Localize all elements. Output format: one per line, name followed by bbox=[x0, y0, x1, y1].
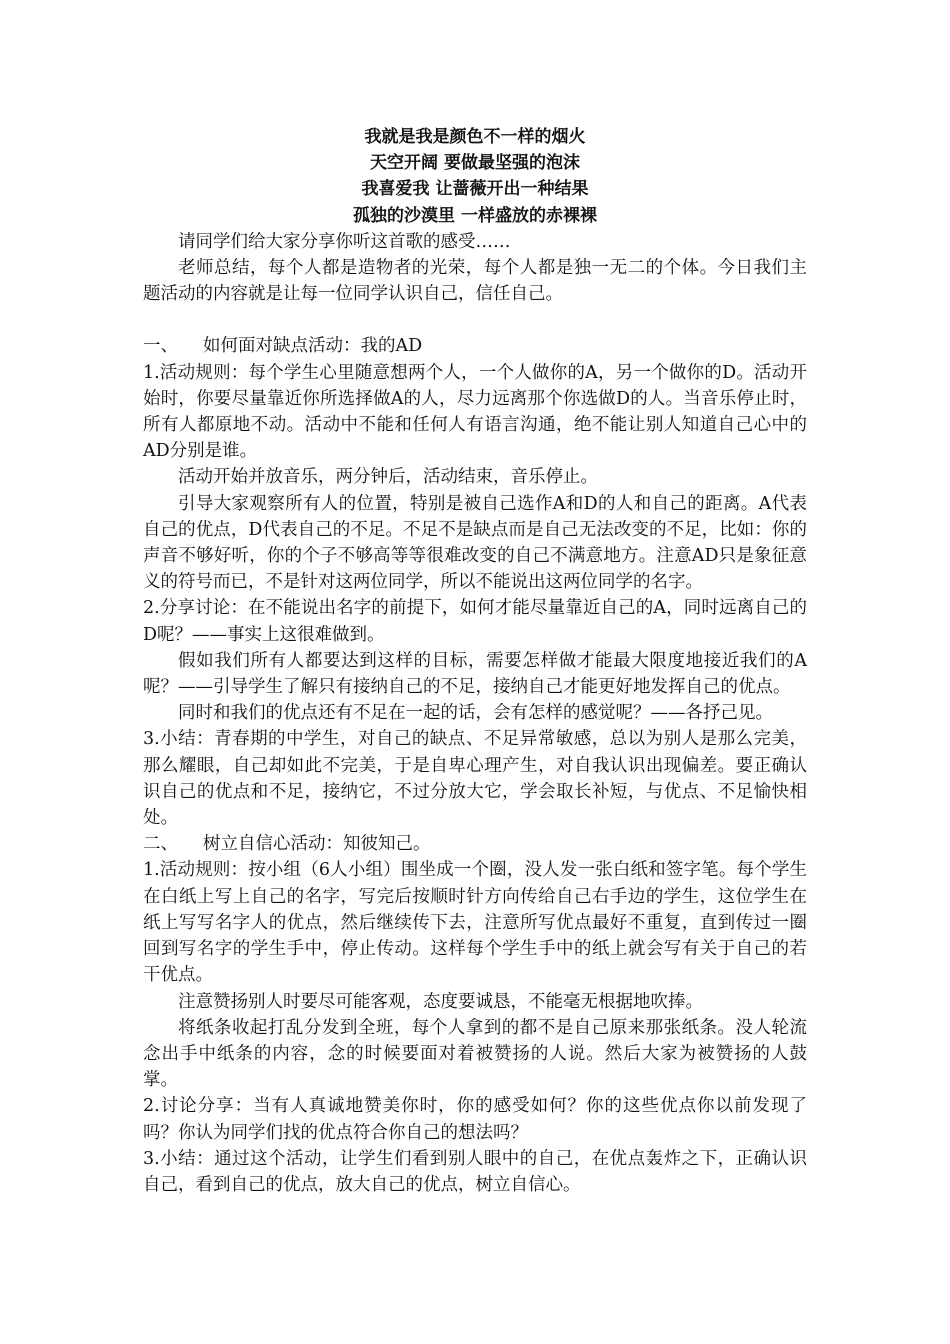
song-lyrics bbox=[143, 124, 807, 229]
section-1-guide: 引导大家观察所有人的位置，特别是被自己选作A和D的人和自己的距离。A代表自己的优点，D代表自己的不足。不足不是缺点而是自己无法改变的不足，比如：你的声音不够好听，你的个子不够高等等很难改变的自己不满意地方。注意AD只是象征意义的符号而已，不是针对这两位同学，所以不能说出这两位同学的名字。 bbox=[143, 493, 807, 593]
section-2-rules: 1.活动规则：按小组（6人小组）围坐成一个圈，没人发一张白纸和签字笔。每个学生在白纸上写上自己的名字，写完后按顺时针方向传给自己右手边的学生，这位学生在纸上写写名字人的优点，然后继续传下去，注意所写优点最好不重复，直到传过一圈回到写名字的学生手中，停止传动。这样每个学生手中的纸上就会写有关于自己的若干优点。 bbox=[143, 860, 807, 986]
section-2-title: 树立自信心活动：知彼知己。 bbox=[203, 834, 431, 855]
section-1-together: 同时和我们的优点还有不足在一起的话，会有怎样的感觉呢？——各抒己见。 bbox=[178, 703, 773, 724]
section-1-summary: 3.小结：青春期的中学生，对自己的缺点、不足异常敏感，总以为别人是那么完美，那么耀眼，自己却如此不完美，于是自卑心理产生，对自我认识出现偏差。要正确认识自己的优点和不足，接纳它，不过分放大它，学会取长补短，与优点、不足愉快相处。 bbox=[143, 729, 807, 829]
section-1-discussion: 2.分享讨论：在不能说出名字的前提下，如何才能尽量靠近自己的A，同时远离自己的D呢？——事实上这很难做到。 bbox=[143, 598, 807, 645]
lyric-line: 我喜爱我 让蔷薇开出一种结果 bbox=[361, 179, 589, 200]
section-2-summary: 3.小结：通过这个活动，让学生们看到别人眼中的自己，在优点轰炸之下，正确认识自己，看到自己的优点，放大自己的优点，树立自信心。 bbox=[143, 1148, 807, 1195]
section-1-rules: 1.活动规则：每个学生心里随意想两个人，一个人做你的A，另一个做你的D。活动开始时，你要尽量靠近你所选择做A的人，尽力远离那个你选做D的人。当音乐停止时，所有人都原地不动。活动中不能和任何人有语言沟通，绝不能让别人知道自己心中的AD分别是谁。 bbox=[143, 362, 807, 462]
lyric-line: 天空开阔 要做最坚强的泡沫 bbox=[370, 153, 580, 174]
section-1-heading bbox=[143, 333, 807, 359]
section-2-heading bbox=[143, 831, 807, 857]
section-1-start: 活动开始并放音乐，两分钟后，活动结束，音乐停止。 bbox=[178, 467, 598, 488]
section-2-note: 注意赞扬别人时要尽可能客观，态度要诚恳，不能毫无根据地吹捧。 bbox=[178, 991, 703, 1012]
intro-question: 请同学们给大家分享你听这首歌的感受…… bbox=[178, 231, 511, 252]
lyric-line: 孤独的沙漠里 一样盛放的赤裸裸 bbox=[353, 205, 597, 226]
section-2-collect: 将纸条收起打乱分发到全班，每个人拿到的都不是自己原来那张纸条。没人轮流念出手中纸条的内容，念的时候要面对着被赞扬的人说。然后大家为被赞扬的人鼓掌。 bbox=[143, 1017, 807, 1091]
section-1-title: 如何面对缺点活动：我的AD bbox=[203, 336, 423, 357]
document-page bbox=[143, 124, 807, 1198]
section-1-suppose: 假如我们所有人都要达到这样的目标，需要怎样做才能最大限度地接近我们的A呢？——引导学生了解只有接纳自己的不足，接纳自己才能更好地发挥自己的优点。 bbox=[143, 650, 807, 698]
teacher-summary: 老师总结，每个人都是造物者的光荣，每个人都是独一无二的个体。今日我们主题活动的内容就是让每一位同学认识自己，信任自己。 bbox=[143, 258, 807, 305]
section-1-number: 一、 bbox=[143, 336, 178, 357]
section-2-number: 二、 bbox=[143, 834, 178, 855]
blank-line bbox=[143, 307, 807, 333]
lyric-line: 我就是我是颜色不一样的烟火 bbox=[364, 127, 586, 147]
section-2-discussion: 2.讨论分享：当有人真诚地赞美你时，你的感受如何？你的这些优点你以前发现了吗？你认为同学们找的优点符合你自己的想法吗？ bbox=[143, 1096, 807, 1143]
